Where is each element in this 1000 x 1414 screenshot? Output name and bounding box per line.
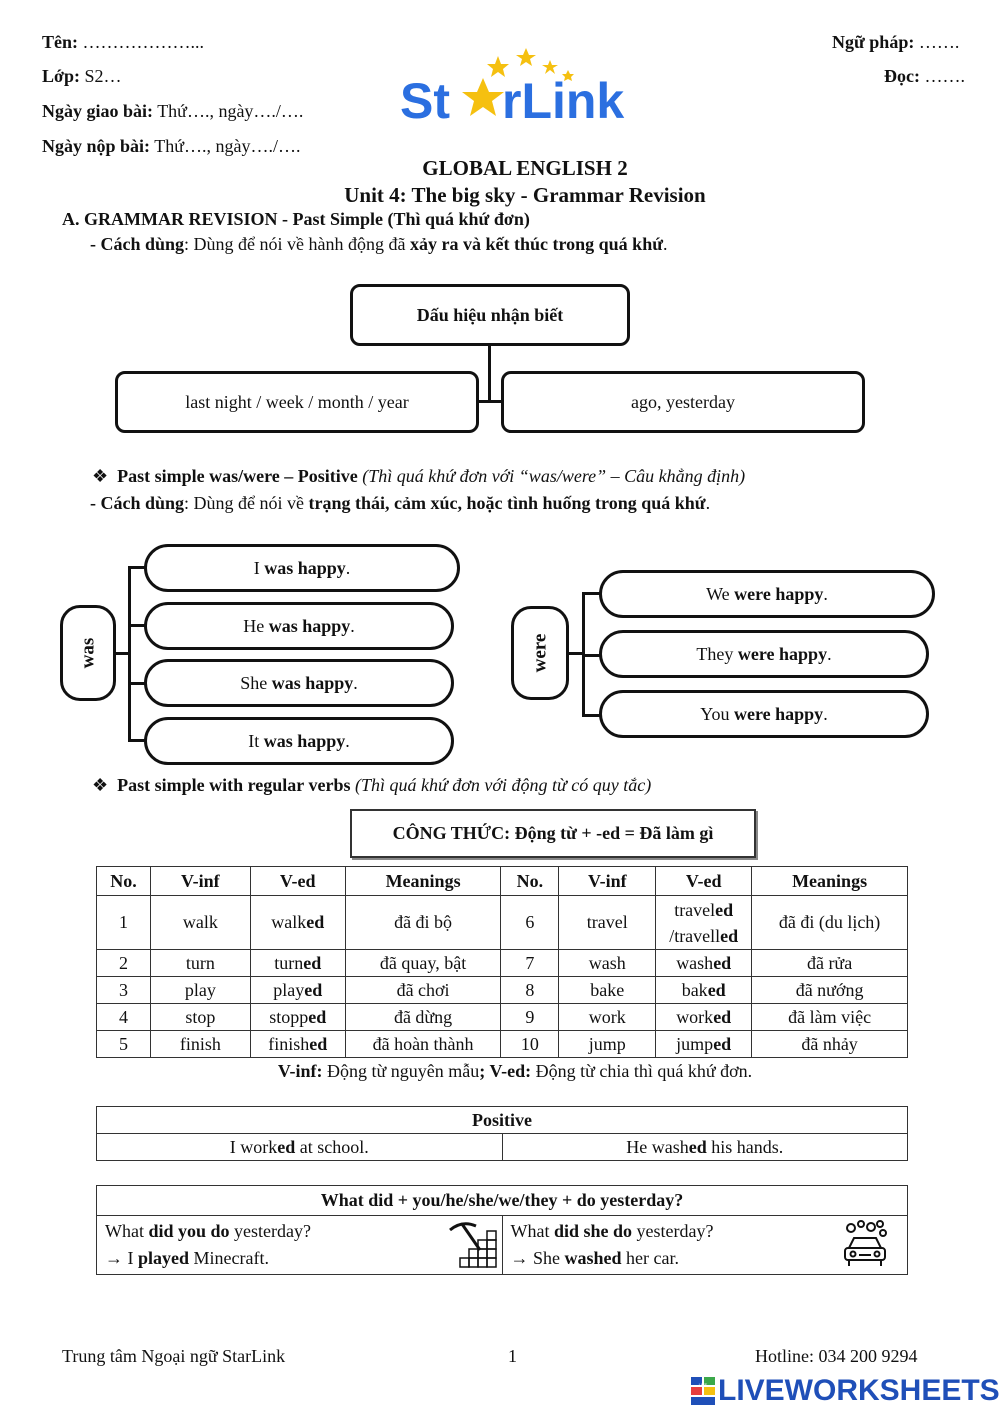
pickaxe-blocks-icon: [446, 1220, 498, 1270]
diamond-bullet-icon: ❖: [92, 466, 109, 486]
verb-table: [96, 866, 908, 1058]
reading-score-field: Đọc: …….: [884, 66, 965, 86]
starlink-logo: [398, 48, 648, 128]
was-example: She was happy .: [144, 659, 454, 707]
question-table: [96, 1185, 908, 1275]
formula-box: CÔNG THỨC: Động từ + -ed = Đã làm gì: [350, 809, 756, 858]
submit-date-field: Ngày nộp bài: Thứ…., ngày…./….: [42, 136, 301, 156]
question-title: What did + you/he/she/we/they + do yesterday?: [97, 1186, 908, 1216]
table-row: 5 finish finished đã hoàn thành 10 jump jumped đã nhảy: [97, 1031, 908, 1058]
star-icon: [462, 78, 504, 116]
were-example: They were happy .: [599, 630, 929, 678]
class-field: Lớp: S2…: [42, 66, 122, 86]
liveworksheets-logo-icon: [690, 1376, 716, 1406]
verb-table-header: No. V-inf V-ed Meanings No. V-inf V-ed Meanings: [97, 867, 908, 896]
diamond-bullet-icon: ❖: [92, 775, 109, 795]
past-simple-usage: - Cách dùng: Dùng để nói về hành động đã xảy ra và kết thúc trong quá khứ.: [90, 234, 668, 254]
table-row: 4 stop stopped đã dừng 9 work worked đã làm việc: [97, 1004, 908, 1031]
star-icon: [516, 48, 536, 66]
positive-example: He washed his hands.: [502, 1134, 908, 1161]
was-example: I was happy .: [144, 544, 460, 592]
was-were-heading: ❖ Past simple was/were – Positive (Thì quá khứ đơn với “was/were” – Câu khẳng định): [92, 466, 746, 486]
was-label-box: was: [60, 605, 116, 701]
signs-title-box: Dấu hiệu nhận biết: [350, 284, 630, 346]
were-label-box: were: [511, 606, 569, 700]
were-example: We were happy .: [599, 570, 935, 618]
footer-center-name: Trung tâm Ngoại ngữ StarLink: [62, 1346, 286, 1366]
was-example: It was happy .: [144, 717, 454, 765]
star-icon: [542, 60, 558, 74]
liveworksheets-brand: LIVE LIVEWORKSHEETS: [690, 1374, 1000, 1408]
verb-abbrev-note: V-inf: Động từ nguyên mẫu; V-ed: Động từ chia thì quá khứ đơn.: [277, 1061, 753, 1081]
table-row: 2 turn turned đã quay, bật 7 wash washed đã rửa: [97, 950, 908, 977]
question-example-left: What did you do yesterday? → I played Minecraft.: [97, 1216, 503, 1275]
question-example-right: What did she do yesterday? → She washed her car.: [502, 1216, 908, 1275]
positive-table: [96, 1106, 908, 1161]
connector-line: [478, 400, 502, 403]
positive-example: I worked at school.: [97, 1134, 503, 1161]
footer-page-number: 1: [508, 1346, 517, 1366]
assign-date-field: Ngày giao bài: Thứ…., ngày…./….: [42, 101, 304, 121]
svg-text:St: St: [400, 73, 450, 128]
table-row: 3 play played đã chơi 8 bake baked đã nướng: [97, 977, 908, 1004]
was-were-usage: - Cách dùng: Dùng để nói về trạng thái, cảm xúc, hoặc tình huống trong quá khứ.: [90, 493, 711, 513]
regular-verbs-heading: ❖ Past simple with regular verbs (Thì quá khứ đơn với động từ có quy tắc): [92, 775, 652, 795]
connector-line: [128, 566, 131, 741]
table-row: 1 walk walked đã đi bộ 6 travel traveled /travelled đã đi (du lịch): [97, 896, 908, 950]
were-example: You were happy .: [599, 690, 929, 738]
name-field: Tên: ………………...: [42, 32, 204, 52]
was-example: He was happy .: [144, 602, 454, 650]
car-wash-icon: [841, 1220, 889, 1270]
svg-text:LIVE: LIVE: [698, 1382, 708, 1387]
sign-left-box: last night / week / month / year: [115, 371, 479, 433]
positive-title: Positive: [97, 1107, 908, 1134]
section-a-heading: A. GRAMMAR REVISION - Past Simple (Thì quá khứ đơn): [62, 209, 530, 229]
grammar-score-field: Ngữ pháp: …….: [832, 32, 960, 52]
sign-right-box: ago, yesterday: [501, 371, 865, 433]
svg-text:rLink: rLink: [502, 73, 625, 128]
page-title: GLOBAL ENGLISH 2: [422, 156, 628, 180]
page-subtitle: Unit 4: The big sky - Grammar Revision: [344, 183, 706, 207]
footer-hotline: Hotline: 034 200 9294: [755, 1346, 918, 1366]
connector-line: [488, 346, 491, 402]
